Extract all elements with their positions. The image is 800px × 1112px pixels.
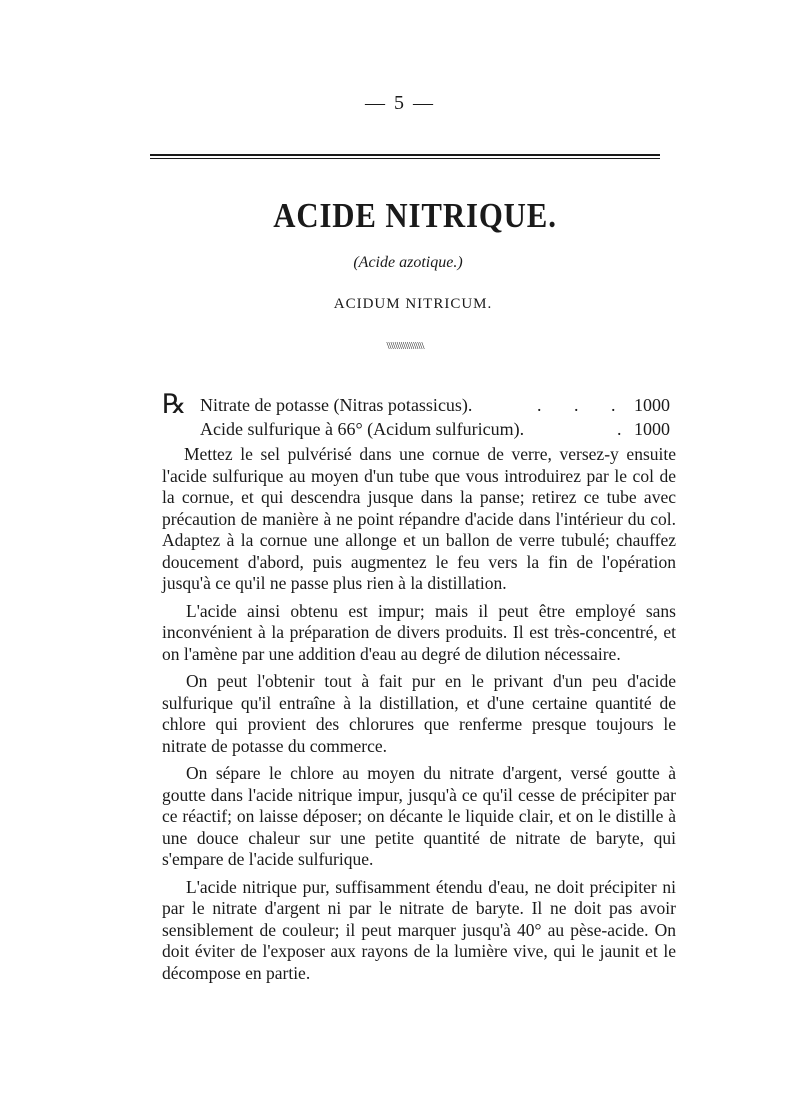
header-rule (150, 154, 660, 159)
paragraph: L'acide nitrique pur, suffisamment étendu d'eau, ne doit précipiter ni par le nitrate d'argent ni par le nitrate de baryte. Il ne doit pas avoir sensiblement de couleur; il peut marquer jusqu'à 40° au pèse-acide. On doit éviter de l'exposer aux rayons de la lumière vive, qui le jaunit et le décompose en partie. (162, 876, 676, 983)
chapter-title: ACIDE NITRIQUE. (273, 196, 557, 235)
page-number: — 5 — (365, 92, 435, 114)
recipe-ingredient: Acide sulfurique à 66° (Acidum sulfuricum). (200, 419, 525, 439)
paragraph: L'acide ainsi obtenu est impur; mais il peut être employé sans inconvénient à la préparation de divers produits. Il est très-concentré, et on l'amène par une addition d'eau au degré de dilution nécessaire. (162, 600, 676, 664)
paragraph: Mettez le sel pulvérisé dans une cornue de verre, versez-y ensuite l'acide sulfurique au moyen d'un tube que vous introduirez par le col de la cornue, et qui descendra jusque dans la panse; retirez ce tube avec précaution de manière à ne point répandre d'acide dans l'intérieur du col. Adaptez à la cornue une allonge et un ballon de verre tubulé; chauffez doucement d'abord, puis augmentez le feu vers la fin de l'opération jusqu'à ce qu'il ne passe plus rien à la distillation. (162, 444, 676, 593)
latin-name: ACIDUM NITRICUM. (333, 296, 493, 312)
chapter-subtitle: (Acide azotique.) (353, 254, 463, 271)
recipe-line (162, 389, 678, 419)
paragraph: On sépare le chlore au moyen du nitrate d'argent, versé goutte à goutte dans l'acide nitrique impur, jusqu'à ce qu'il cesse de précipiter par ce réactif; on laisse déposer; on décante le liquide clair, et on le distille à une douce chaleur sur une petite quantité de nitrate de baryte, qui s'empare de l'acide sulfurique. (162, 763, 676, 869)
recipe-leader-dots: . . . (537, 395, 630, 415)
paragraph: On peut l'obtenir tout à fait pur en le privant d'un peu d'acide sulfurique qu'il entraîne à la distillation, et d'une certaine quantité de chlore qui provient des chlorures que renferme presque toujours le nitrate de potasse du commerce. (162, 671, 676, 756)
recipe-ingredient: Nitrate de potasse (Nitras potassicus). (200, 395, 473, 415)
recipe-block (162, 389, 678, 441)
recipe-quantity: 1000 (634, 395, 670, 415)
recipe-quantity: 1000 (634, 419, 670, 439)
recipe-line (162, 417, 678, 441)
recipe-leader-dots: . (617, 419, 636, 439)
body-text (162, 444, 676, 990)
recipe-symbol-icon: ℞ (162, 389, 187, 419)
ornament-divider: \\\\\\\\\\\\\\\\\\ (386, 340, 424, 352)
